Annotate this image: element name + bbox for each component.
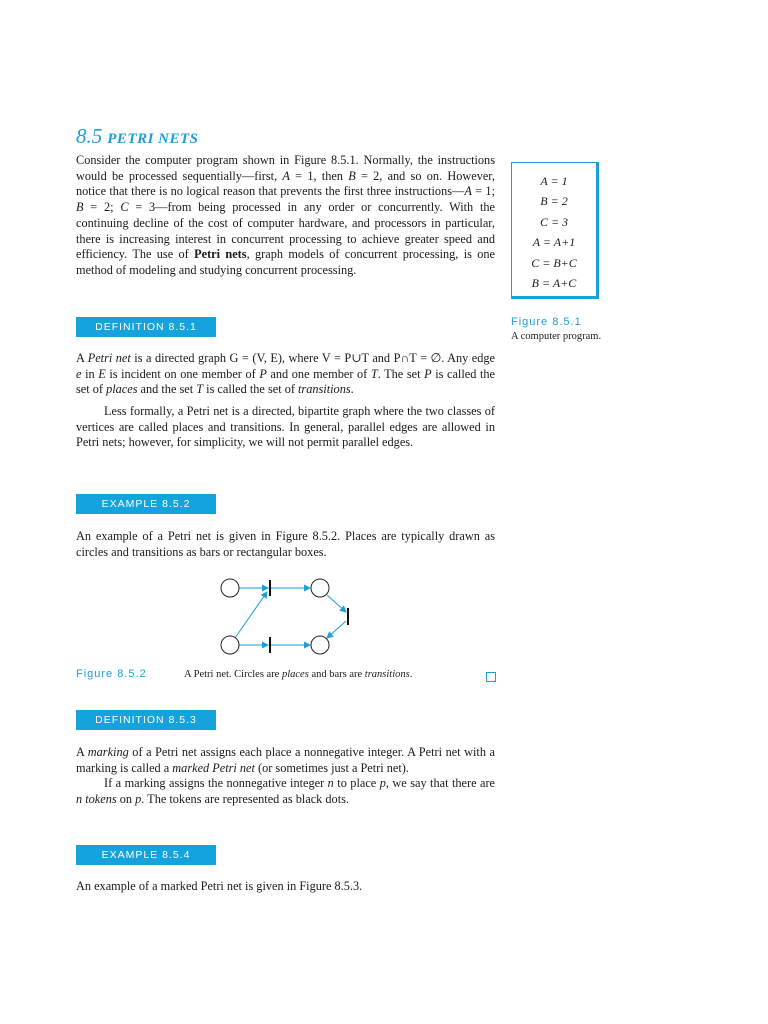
example-label: EXAMPLE 8.5.4 <box>76 845 216 865</box>
program-line: A = A+1 <box>532 235 576 250</box>
figure1-caption: A computer program. <box>511 331 602 342</box>
figure2-label: Figure 8.5.2 <box>76 668 147 680</box>
place-circle <box>311 579 329 597</box>
example-paragraph: An example of a marked Petri net is given in Figure 8.5.3. <box>76 879 363 893</box>
section-name: PETRI NETS <box>107 131 199 147</box>
defined-term: Petri net <box>87 351 131 365</box>
example-label: EXAMPLE 8.5.2 <box>76 494 216 514</box>
definition-paragraph: A marking of a Petri net assigns each place a nonnegative integer. A Petri net with a marking is called a marked Petri net (or sometimes just a Petri net). <box>76 745 495 775</box>
place-circle <box>311 636 329 654</box>
program-line: B = 2 <box>540 194 568 209</box>
definition-label: DEFINITION 8.5.1 <box>76 317 216 337</box>
example-paragraph: An example of a Petri net is given in Figure 8.5.2. Places are typically drawn as circles and transitions as bars or rectangular boxes. <box>76 529 495 559</box>
transition-bar <box>269 580 271 596</box>
place-circle <box>221 636 239 654</box>
definition-paragraph-2: If a marking assigns the nonnegative integer n to place p, we say that there are n tokens on p. The tokens are represented as black dots. <box>76 776 495 806</box>
place-circle <box>221 579 239 597</box>
definition-label: DEFINITION 8.5.3 <box>76 710 216 730</box>
edge-arrow <box>235 592 267 638</box>
edge-arrow <box>327 621 346 638</box>
program-line: C = 3 <box>539 214 569 229</box>
program-box <box>511 162 599 299</box>
section-number: 8.5 <box>76 124 103 148</box>
program-line: B = A+C <box>531 276 577 291</box>
figure1-label: Figure 8.5.1 <box>511 316 582 328</box>
transition-bar <box>347 608 349 625</box>
end-of-example-mark <box>486 672 496 682</box>
program-line: A = 1 <box>540 174 568 188</box>
edge-arrow <box>327 595 346 612</box>
section-title <box>76 124 199 149</box>
intro-paragraph: Consider the computer program shown in Figure 8.5.1. Normally, the instructions would be processed sequentially—first, A = 1, then B = 2, and so on. However, notice that there is no logical reason that prevents the first three instructions—A = 1; B = 2; C = 3—from being processed in any order or concurrently. With the continuing decline of the cost of computer hardware, and processors in particular, there is increasing interest in concurrent processing to achieve greater speed and efficiency. The use of Petri nets, graph models of concurrent processing, is one method of modeling and studying concurrent processing. <box>76 153 495 277</box>
program-line: C = B+C <box>531 255 577 270</box>
figure2-caption: A Petri net. Circles are places and bars are transitions. <box>184 669 413 680</box>
bold-term: Petri nets <box>194 247 247 262</box>
petri-net-diagram <box>210 570 360 660</box>
transition-bar <box>269 637 271 653</box>
definition-paragraph-2: Less formally, a Petri net is a directed, bipartite graph where the two classes of vertices are called places and transitions. In general, parallel edges are allowed in Petri nets; however, for simplicity, we will not permit parallel edges. <box>76 404 495 450</box>
definition-paragraph: A Petri net is a directed graph G = (V, E), where V = P∪T and P∩T = ∅. Any edge e in E is incident on one member of P and one member of T. The set P is called the set of places and the set T is called the set of transitions. <box>76 351 495 397</box>
